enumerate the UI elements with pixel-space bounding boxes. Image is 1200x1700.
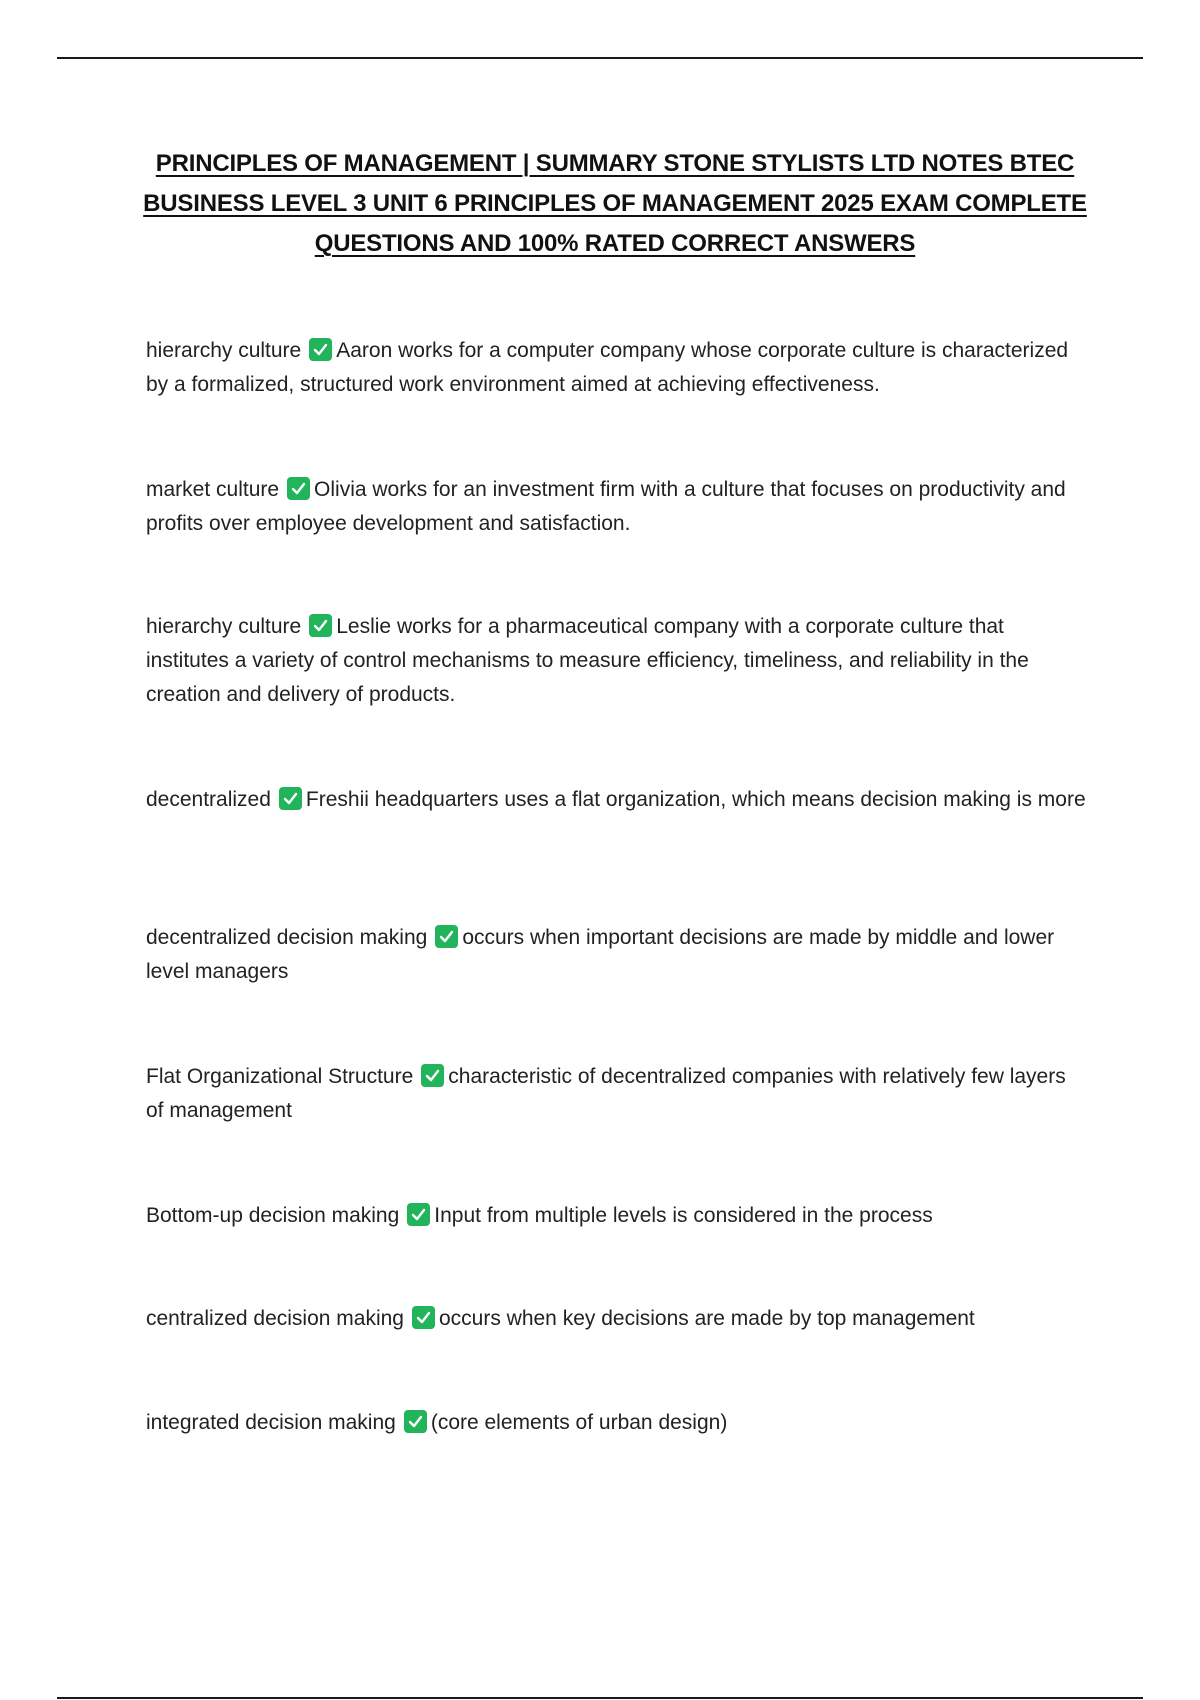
entry-term: Flat Organizational Structure: [146, 1065, 414, 1088]
check-mark-icon: [421, 1064, 444, 1087]
entry-term: decentralized: [146, 788, 271, 811]
check-mark-icon: [404, 1410, 427, 1433]
entry: [146, 1406, 1086, 1440]
check-mark-icon: [287, 477, 310, 500]
entry: [146, 921, 1086, 989]
entry: [146, 1060, 1086, 1128]
entry-definition: characteristic of decentralized companies with relatively few layers of management: [146, 1065, 1066, 1122]
bottom-rule: [57, 1697, 1143, 1699]
entry-definition: Freshii headquarters uses a flat organization, which means decision making is more: [305, 788, 1086, 811]
entry-term: decentralized decision making: [146, 926, 428, 949]
check-mark-icon: [435, 925, 458, 948]
check-mark-icon: [407, 1203, 430, 1226]
entry: [146, 610, 1086, 712]
entry-definition: (core elements of urban design): [430, 1411, 728, 1434]
document-title-text: PRINCIPLES OF MANAGEMENT | SUMMARY STONE STYLISTS LTD NOTES BTEC BUSINESS LEVEL 3 UNIT 6 PRINCIPLES OF MANAGEMENT 2025 EXAM COMPLETE QUESTIONS AND 100% RATED CORRECT ANSWERS: [143, 150, 1087, 257]
entry-term: hierarchy culture: [146, 339, 302, 362]
entry-term: market culture: [146, 478, 280, 501]
entry-term: centralized decision making: [146, 1307, 404, 1330]
check-mark-icon: [279, 787, 302, 810]
entry: [146, 334, 1086, 402]
check-mark-icon: [309, 614, 332, 637]
document-title: [140, 144, 1090, 264]
entry-definition: occurs when key decisions are made by top management: [438, 1307, 975, 1330]
top-rule: [57, 57, 1143, 59]
entry: [146, 1302, 1086, 1336]
entry: [146, 473, 1086, 541]
entry: [146, 1199, 1086, 1233]
check-mark-icon: [309, 338, 332, 361]
entry: [146, 783, 1086, 817]
entry-definition: Olivia works for an investment firm with a culture that focuses on productivity and profits over employee development and satisfaction.: [146, 478, 1066, 535]
entry-definition: Aaron works for a computer company whose corporate culture is characterized by a formalized, structured work environment aimed at achieving effectiveness.: [146, 339, 1069, 396]
entry-term: hierarchy culture: [146, 615, 302, 638]
entry-definition: Input from multiple levels is considered in the process: [434, 1204, 933, 1227]
entry-definition: occurs when important decisions are made by middle and lower level managers: [146, 926, 1055, 983]
check-mark-icon: [412, 1306, 435, 1329]
entry-term: Bottom-up decision making: [146, 1204, 400, 1227]
entry-term: integrated decision making: [146, 1411, 396, 1434]
entry-definition: Leslie works for a pharmaceutical company with a corporate culture that institutes a variety of control mechanisms to measure efficiency, timeliness, and reliability in the creation and delivery of products.: [146, 615, 1029, 706]
